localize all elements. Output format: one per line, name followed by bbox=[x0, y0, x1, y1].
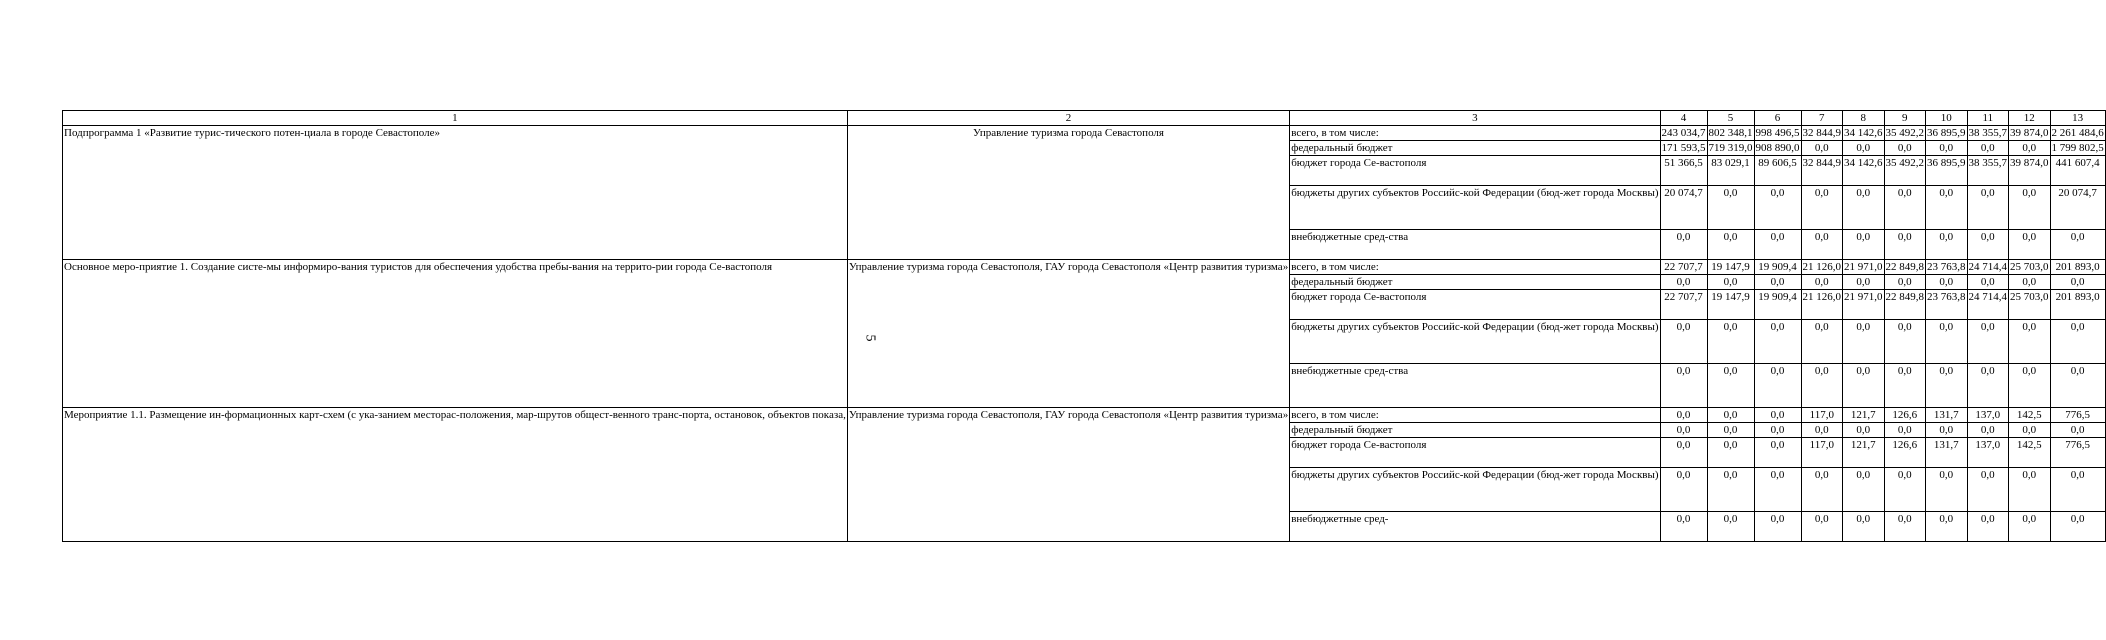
value-cell: 0,0 bbox=[1801, 320, 1843, 364]
value-cell: 0,0 bbox=[1754, 408, 1801, 423]
executor-cell: Управление туризма города Севастополя bbox=[847, 126, 1289, 260]
value-cell: 0,0 bbox=[1884, 468, 1926, 512]
value-cell: 24 714,4 bbox=[1967, 290, 2009, 320]
column-header: 7 bbox=[1801, 111, 1843, 126]
value-cell: 0,0 bbox=[1926, 364, 1968, 408]
value-cell: 0,0 bbox=[2050, 275, 2105, 290]
funding-source-cell: бюджеты других субъектов Российс-кой Федерации (бюд-жет города Москвы) bbox=[1290, 186, 1660, 230]
value-cell: 0,0 bbox=[1660, 512, 1707, 542]
column-header: 8 bbox=[1843, 111, 1885, 126]
funding-source-cell: внебюджетные сред-ства bbox=[1290, 364, 1660, 408]
value-cell: 201 893,0 bbox=[2050, 290, 2105, 320]
column-header: 1 bbox=[63, 111, 848, 126]
value-cell: 25 703,0 bbox=[2010, 261, 2049, 273]
value-cell: 38 355,7 bbox=[1967, 156, 2009, 186]
value-cell: 0,0 bbox=[1884, 364, 1926, 408]
value-cell: 0,0 bbox=[1707, 408, 1754, 423]
value-cell: 21 126,0 bbox=[1801, 290, 1843, 320]
value-cell: 22 849,8 bbox=[1885, 261, 1925, 273]
value-cell: 0,0 bbox=[2009, 320, 2051, 364]
value-cell: 0,0 bbox=[1707, 320, 1754, 364]
value-cell: 38 355,7 bbox=[1968, 127, 2008, 139]
value-cell: 0,0 bbox=[1843, 423, 1885, 438]
value-cell: 0,0 bbox=[1926, 230, 1968, 260]
value-cell: 0,0 bbox=[1660, 438, 1707, 468]
value-cell: 0,0 bbox=[1884, 186, 1926, 230]
value-cell: 0,0 bbox=[1660, 364, 1707, 408]
value-cell: 126,6 bbox=[1884, 408, 1926, 423]
value-cell: 201 893,0 bbox=[2050, 260, 2105, 275]
column-header: 9 bbox=[1884, 111, 1926, 126]
value-cell: 0,0 bbox=[1967, 141, 2009, 156]
column-header: 3 bbox=[1290, 111, 1660, 126]
value-cell: 35 492,2 bbox=[1885, 127, 1925, 139]
value-cell: 0,0 bbox=[1660, 468, 1707, 512]
value-cell: 0,0 bbox=[1843, 186, 1885, 230]
value-cell: 776,5 bbox=[2050, 438, 2105, 468]
value-cell: 0,0 bbox=[1707, 512, 1754, 542]
value-cell: 117,0 bbox=[1801, 438, 1843, 468]
value-cell: 0,0 bbox=[2050, 320, 2105, 364]
value-cell: 131,7 bbox=[1926, 408, 1968, 423]
value-cell: 0,0 bbox=[1967, 423, 2009, 438]
value-cell: 0,0 bbox=[1843, 320, 1885, 364]
value-cell: 776,5 bbox=[2050, 408, 2105, 423]
value-cell: 142,5 bbox=[2009, 438, 2051, 468]
value-cell: 83 029,1 bbox=[1707, 156, 1754, 186]
value-cell: 32 844,9 bbox=[1802, 127, 1842, 139]
funding-source-cell: всего, в том числе: bbox=[1290, 126, 1660, 141]
program-name-cell: Основное меро-приятие 1. Создание систе-мы информиро-вания туристов для обеспечения удобства пребы-вания на террито-рии города Се-вастополя bbox=[63, 260, 848, 408]
value-cell: 0,0 bbox=[1843, 230, 1885, 260]
funding-source-cell: бюджеты других субъектов Российс-кой Федерации (бюд-жет города Москвы) bbox=[1290, 320, 1660, 364]
value-cell: 0,0 bbox=[1926, 468, 1968, 512]
column-header: 2 bbox=[847, 111, 1289, 126]
value-cell: 0,0 bbox=[1754, 423, 1801, 438]
value-cell: 0,0 bbox=[1884, 230, 1926, 260]
funding-source-cell: внебюджетные сред-ства bbox=[1290, 230, 1660, 260]
value-cell: 0,0 bbox=[1843, 275, 1885, 290]
funding-source-cell: бюджет города Се-вастополя bbox=[1290, 290, 1660, 320]
value-cell: 0,0 bbox=[1967, 275, 2009, 290]
value-cell: 0,0 bbox=[1801, 512, 1843, 542]
value-cell: 20 074,7 bbox=[1660, 186, 1707, 230]
value-cell: 0,0 bbox=[1843, 141, 1885, 156]
value-cell: 908 890,0 bbox=[1755, 142, 1800, 154]
value-cell: 137,0 bbox=[1967, 408, 2009, 423]
value-cell: 0,0 bbox=[1967, 468, 2009, 512]
funding-source-cell: всего, в том числе: bbox=[1290, 260, 1660, 275]
value-cell: 0,0 bbox=[1843, 364, 1885, 408]
value-cell: 0,0 bbox=[2050, 364, 2105, 408]
value-cell: 0,0 bbox=[1707, 438, 1754, 468]
value-cell: 0,0 bbox=[2009, 468, 2051, 512]
column-header: 5 bbox=[1707, 111, 1754, 126]
value-cell: 131,7 bbox=[1926, 438, 1968, 468]
value-cell: 51 366,5 bbox=[1660, 156, 1707, 186]
value-cell: 0,0 bbox=[2009, 230, 2051, 260]
value-cell: 0,0 bbox=[2009, 364, 2051, 408]
executor-cell: Управление туризма города Севастополя, ГАУ города Севастополя «Центр развития туризма» bbox=[847, 260, 1289, 408]
value-cell: 0,0 bbox=[1843, 468, 1885, 512]
value-cell: 2 261 484,6 bbox=[2051, 127, 2104, 139]
value-cell: 0,0 bbox=[1660, 230, 1707, 260]
value-cell: 0,0 bbox=[1707, 275, 1754, 290]
funding-source-cell: федеральный бюджет bbox=[1290, 423, 1660, 438]
value-cell: 142,5 bbox=[2009, 408, 2051, 423]
value-cell: 19 909,4 bbox=[1754, 290, 1801, 320]
value-cell: 34 142,6 bbox=[1844, 127, 1883, 139]
table-row bbox=[63, 408, 2106, 423]
value-cell: 0,0 bbox=[2050, 468, 2105, 512]
value-cell: 0,0 bbox=[1754, 364, 1801, 408]
value-cell: 0,0 bbox=[1754, 320, 1801, 364]
value-cell: 137,0 bbox=[1967, 438, 2009, 468]
value-cell: 117,0 bbox=[1801, 408, 1843, 423]
value-cell: 171 593,5 bbox=[1661, 142, 1706, 154]
value-cell: 0,0 bbox=[1754, 512, 1801, 542]
value-cell: 0,0 bbox=[1660, 320, 1707, 364]
column-header: 13 bbox=[2050, 111, 2105, 126]
value-cell: 0,0 bbox=[1754, 438, 1801, 468]
value-cell: 36 895,9 bbox=[1926, 156, 1968, 186]
value-cell: 0,0 bbox=[1884, 512, 1926, 542]
value-cell: 0,0 bbox=[1967, 230, 2009, 260]
value-cell: 19 909,4 bbox=[1754, 260, 1801, 275]
value-cell: 22 707,7 bbox=[1660, 290, 1707, 320]
value-cell: 35 492,2 bbox=[1884, 156, 1926, 186]
funding-source-cell: федеральный бюджет bbox=[1290, 275, 1660, 290]
value-cell: 0,0 bbox=[2009, 141, 2051, 156]
funding-source-cell: бюджет города Се-вастополя bbox=[1290, 438, 1660, 468]
value-cell: 0,0 bbox=[1801, 275, 1843, 290]
value-cell: 32 844,9 bbox=[1801, 156, 1843, 186]
column-header: 10 bbox=[1926, 111, 1968, 126]
value-cell: 0,0 bbox=[1926, 423, 1968, 438]
funding-source-cell: бюджет города Се-вастополя bbox=[1290, 156, 1660, 186]
value-cell: 0,0 bbox=[1967, 320, 2009, 364]
value-cell: 0,0 bbox=[1884, 423, 1926, 438]
value-cell: 0,0 bbox=[1707, 468, 1754, 512]
column-header: 11 bbox=[1967, 111, 2009, 126]
value-cell: 21 971,0 bbox=[1844, 261, 1883, 273]
funding-source-cell: всего, в том числе: bbox=[1290, 408, 1660, 423]
value-cell: 0,0 bbox=[1967, 512, 2009, 542]
value-cell: 22 849,8 bbox=[1884, 290, 1926, 320]
value-cell: 719 319,0 bbox=[1708, 142, 1753, 154]
value-cell: 21 126,0 bbox=[1802, 261, 1842, 273]
value-cell: 89 606,5 bbox=[1754, 156, 1801, 186]
funding-source-cell: бюджеты других субъектов Российс-кой Федерации (бюд-жет города Москвы) bbox=[1290, 468, 1660, 512]
value-cell: 0,0 bbox=[1801, 141, 1843, 156]
table-row bbox=[63, 260, 2106, 275]
value-cell: 0,0 bbox=[1707, 364, 1754, 408]
executor-cell: Управление туризма города Севастополя, ГАУ города Севастополя «Центр развития туризма» bbox=[847, 408, 1289, 542]
funding-source-cell: внебюджетные сред- bbox=[1290, 512, 1660, 542]
value-cell: 0,0 bbox=[1660, 275, 1707, 290]
column-header: 6 bbox=[1754, 111, 1801, 126]
value-cell: 19 147,9 bbox=[1707, 290, 1754, 320]
value-cell: 21 971,0 bbox=[1843, 290, 1885, 320]
value-cell: 0,0 bbox=[2009, 423, 2051, 438]
value-cell: 802 348,1 bbox=[1708, 127, 1753, 139]
value-cell: 0,0 bbox=[1754, 275, 1801, 290]
value-cell: 22 707,7 bbox=[1660, 260, 1707, 275]
value-cell: 121,7 bbox=[1843, 408, 1885, 423]
value-cell: 0,0 bbox=[1801, 468, 1843, 512]
value-cell: 25 703,0 bbox=[2009, 290, 2051, 320]
value-cell: 441 607,4 bbox=[2050, 156, 2105, 186]
value-cell: 0,0 bbox=[2050, 512, 2105, 542]
value-cell: 0,0 bbox=[1884, 141, 1926, 156]
budget-table bbox=[62, 110, 2106, 542]
value-cell: 23 763,8 bbox=[1926, 290, 1968, 320]
value-cell: 34 142,6 bbox=[1843, 156, 1885, 186]
value-cell: 0,0 bbox=[1707, 186, 1754, 230]
program-name-cell: Подпрограмма 1 «Развитие турис-тического потен-циала в городе Севастополе» bbox=[63, 126, 848, 260]
program-name-cell: Мероприятие 1.1. Размещение ин-формационных карт-схем (с ука-занием месторас-положения, мар-шрутов общест-венного транс-порта, остановок, объектов показа, bbox=[63, 408, 848, 542]
value-cell: 0,0 bbox=[1660, 423, 1707, 438]
header-row bbox=[63, 111, 2106, 126]
value-cell: 39 874,0 bbox=[2010, 127, 2049, 139]
value-cell: 24 714,4 bbox=[1968, 261, 2008, 273]
value-cell: 0,0 bbox=[2009, 186, 2051, 230]
value-cell: 0,0 bbox=[1926, 512, 1968, 542]
value-cell: 0,0 bbox=[1884, 275, 1926, 290]
value-cell: 0,0 bbox=[1707, 230, 1754, 260]
value-cell: 0,0 bbox=[1801, 364, 1843, 408]
table-row bbox=[63, 126, 2106, 141]
value-cell: 0,0 bbox=[1801, 186, 1843, 230]
value-cell: 0,0 bbox=[1707, 423, 1754, 438]
value-cell: 121,7 bbox=[1843, 438, 1885, 468]
value-cell: 0,0 bbox=[1926, 275, 1968, 290]
page-number: 5 bbox=[862, 334, 878, 342]
column-header: 4 bbox=[1660, 111, 1707, 126]
value-cell: 0,0 bbox=[1660, 408, 1707, 423]
funding-source-cell: федеральный бюджет bbox=[1290, 141, 1660, 156]
value-cell: 0,0 bbox=[1926, 141, 1968, 156]
value-cell: 0,0 bbox=[1967, 186, 2009, 230]
value-cell: 39 874,0 bbox=[2009, 156, 2051, 186]
value-cell: 0,0 bbox=[2009, 275, 2051, 290]
value-cell: 0,0 bbox=[1801, 423, 1843, 438]
value-cell: 0,0 bbox=[2009, 512, 2051, 542]
column-header: 12 bbox=[2009, 111, 2051, 126]
value-cell: 19 147,9 bbox=[1707, 260, 1754, 275]
value-cell: 0,0 bbox=[1926, 186, 1968, 230]
value-cell: 0,0 bbox=[1926, 320, 1968, 364]
value-cell: 0,0 bbox=[1754, 186, 1801, 230]
value-cell: 0,0 bbox=[1754, 468, 1801, 512]
value-cell: 243 034,7 bbox=[1661, 127, 1706, 139]
value-cell: 126,6 bbox=[1884, 438, 1926, 468]
value-cell: 0,0 bbox=[1801, 230, 1843, 260]
value-cell: 0,0 bbox=[2050, 230, 2105, 260]
value-cell: 0,0 bbox=[1754, 230, 1801, 260]
value-cell: 36 895,9 bbox=[1927, 127, 1966, 139]
value-cell: 20 074,7 bbox=[2050, 186, 2105, 230]
value-cell: 1 799 802,5 bbox=[2051, 142, 2104, 154]
value-cell: 23 763,8 bbox=[1927, 261, 1966, 273]
value-cell: 0,0 bbox=[2050, 423, 2105, 438]
value-cell: 0,0 bbox=[1884, 320, 1926, 364]
value-cell: 0,0 bbox=[1843, 512, 1885, 542]
value-cell: 0,0 bbox=[1967, 364, 2009, 408]
value-cell: 998 496,5 bbox=[1755, 127, 1800, 139]
